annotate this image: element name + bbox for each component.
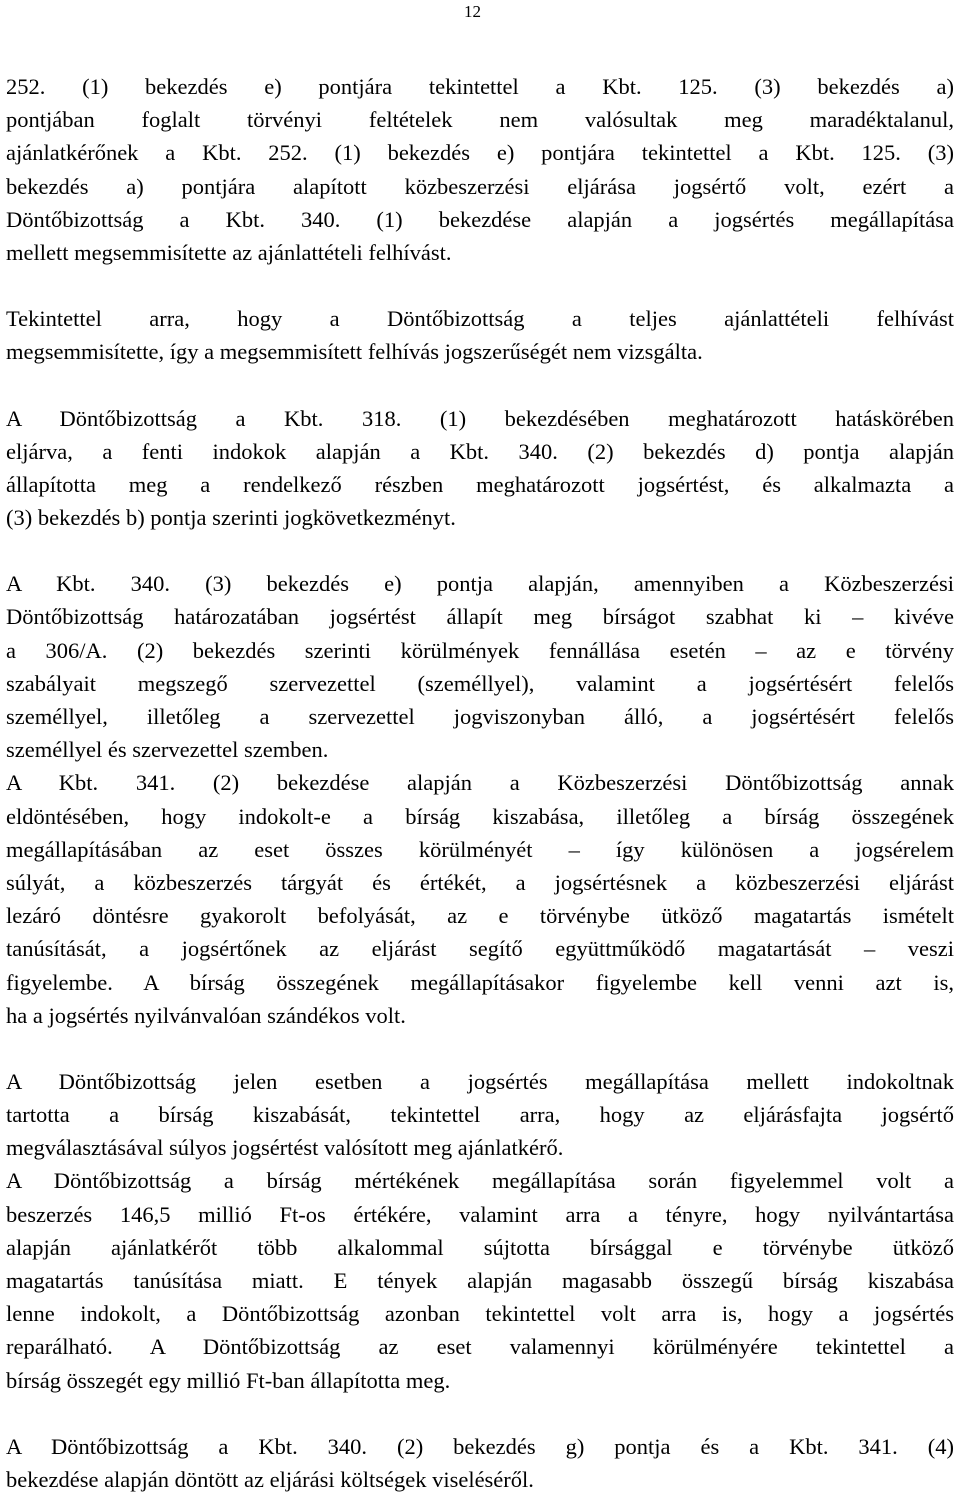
text-line: személlyel és szervezettel szemben.: [6, 737, 329, 763]
text-line: alapján ajánlatkérőt több alkalommal sújtotta bírsággal e törvénybe ütköző: [6, 1234, 954, 1260]
paragraph: [6, 766, 954, 1032]
text-line: tanúsítását, a jogsértőnek az eljárást segítő együttműködő magatartását – veszi: [6, 936, 954, 962]
text-line: szabályait megszegő szervezettel (személlyel), valamint a jogsértésért felelős: [6, 670, 954, 696]
paragraph-gap: [6, 534, 954, 567]
text-line: megválasztásával súlyos jogsértést valósított meg ajánlatkérő.: [6, 1135, 564, 1161]
text-line: mellett megsemmisítette az ajánlattételi felhívást.: [6, 239, 452, 265]
text-line: eldöntésében, hogy indokolt-e a bírság kiszabása, illetőleg a bírság összegének: [6, 803, 954, 829]
text-line: megsemmisítette, így a megsemmisített felhívás jogszerűségét nem vizsgálta.: [6, 339, 703, 365]
paragraph: [6, 402, 954, 535]
text-line: tartotta a bírság kiszabását, tekintettel arra, hogy az eljárásfajta jogsértő: [6, 1102, 954, 1128]
text-line: bekezdés a) pontjára alapított közbeszerzési eljárása jogsértő volt, ezért a: [6, 173, 954, 199]
text-line: személlyel, illetőleg a szervezettel jogviszonyban álló, a jogsértésért felelős: [6, 704, 954, 729]
text-line: A Döntőbizottság a bírság mértékének megállapítása során figyelemmel volt a: [6, 1168, 954, 1194]
paragraph-gap: [6, 369, 954, 402]
text-line: Tekintettel arra, hogy a Döntőbizottság a teljes ajánlattételi felhívást: [6, 306, 954, 332]
text-line: bekezdése alapján döntött az eljárási költségek viseléséről.: [6, 1466, 534, 1492]
paragraph: [6, 1430, 954, 1496]
text-line: eljárva, a fenti indokok alapján a Kbt. 340. (2) bekezdés d) pontja alapján: [6, 438, 954, 464]
text-line: ha a jogsértés nyilvánvalóan szándékos volt.: [6, 1002, 406, 1028]
text-line: 252. (1) bekezdés e) pontjára tekintettel a Kbt. 125. (3) bekezdés a): [6, 74, 954, 99]
paragraph-gap: [6, 1397, 954, 1430]
text-line: bírság összegét egy millió Ft-ban állapította meg.: [6, 1367, 451, 1393]
text-line: állapította meg a rendelkező részben meghatározott jogsértést, és alkalmazta a: [6, 471, 954, 497]
text-line: reparálható. A Döntőbizottság az eset valamennyi körülményére tekintettel a: [6, 1334, 954, 1360]
paragraph-gap: [6, 1032, 954, 1065]
text-line: a 306/A. (2) bekezdés szerinti körülmények fennállása esetén – az e törvény: [6, 637, 954, 663]
paragraph: [6, 1164, 954, 1396]
text-line: lezáró döntésre gyakorolt befolyását, az e törvénybe ütköző magatartás ismételt: [6, 903, 954, 929]
document-body: [6, 70, 954, 1496]
text-line: súlyát, a közbeszerzés tárgyát és értékét, a jogsértésnek a közbeszerzési eljárást: [6, 869, 954, 895]
text-line: lenne indokolt, a Döntőbizottság azonban tekintettel volt arra is, hogy a jogsértés: [6, 1301, 954, 1327]
text-line: (3) bekezdés b) pontja szerinti jogkövetkezményt.: [6, 505, 456, 531]
text-line: pontjában foglalt törvényi feltételek nem valósultak meg maradéktalanul,: [6, 107, 954, 133]
text-line: magatartás tanúsítása miatt. E tények alapján magasabb összegű bírság kiszabása: [6, 1268, 954, 1293]
paragraph: [6, 302, 954, 368]
text-line: Döntőbizottság a Kbt. 340. (1) bekezdése alapján a jogsértés megállapítása: [6, 206, 954, 232]
page-number: 12: [464, 2, 481, 21]
text-line: A Döntőbizottság a Kbt. 318. (1) bekezdésében meghatározott hatáskörében: [6, 405, 954, 431]
text-line: ajánlatkérőnek a Kbt. 252. (1) bekezdés e) pontjára tekintettel a Kbt. 125. (3): [6, 140, 954, 166]
paragraph: [6, 70, 954, 269]
paragraph-gap: [6, 269, 954, 302]
text-line: A Döntőbizottság a Kbt. 340. (2) bekezdés g) pontja és a Kbt. 341. (4): [6, 1433, 954, 1459]
text-line: Döntőbizottság határozatában jogsértést állapít meg bírságot szabhat ki – kivéve: [6, 604, 954, 630]
text-line: figyelembe. A bírság összegének megállapításakor figyelembe kell venni azt is,: [6, 969, 954, 995]
text-line: A Döntőbizottság jelen esetben a jogsértés megállapítása mellett indokoltnak: [6, 1068, 954, 1094]
paragraph: [6, 567, 954, 766]
paragraph: [6, 1065, 954, 1165]
text-line: A Kbt. 340. (3) bekezdés e) pontja alapján, amennyiben a Közbeszerzési: [6, 571, 954, 597]
text-line: beszerzés 146,5 millió Ft-os értékére, valamint arra a tényre, hogy nyilvántartása: [6, 1201, 954, 1227]
text-line: A Kbt. 341. (2) bekezdése alapján a Közbeszerzési Döntőbizottság annak: [6, 770, 954, 796]
text-line: megállapításában az eset összes körülményét – így különösen a jogsérelem: [6, 836, 954, 862]
